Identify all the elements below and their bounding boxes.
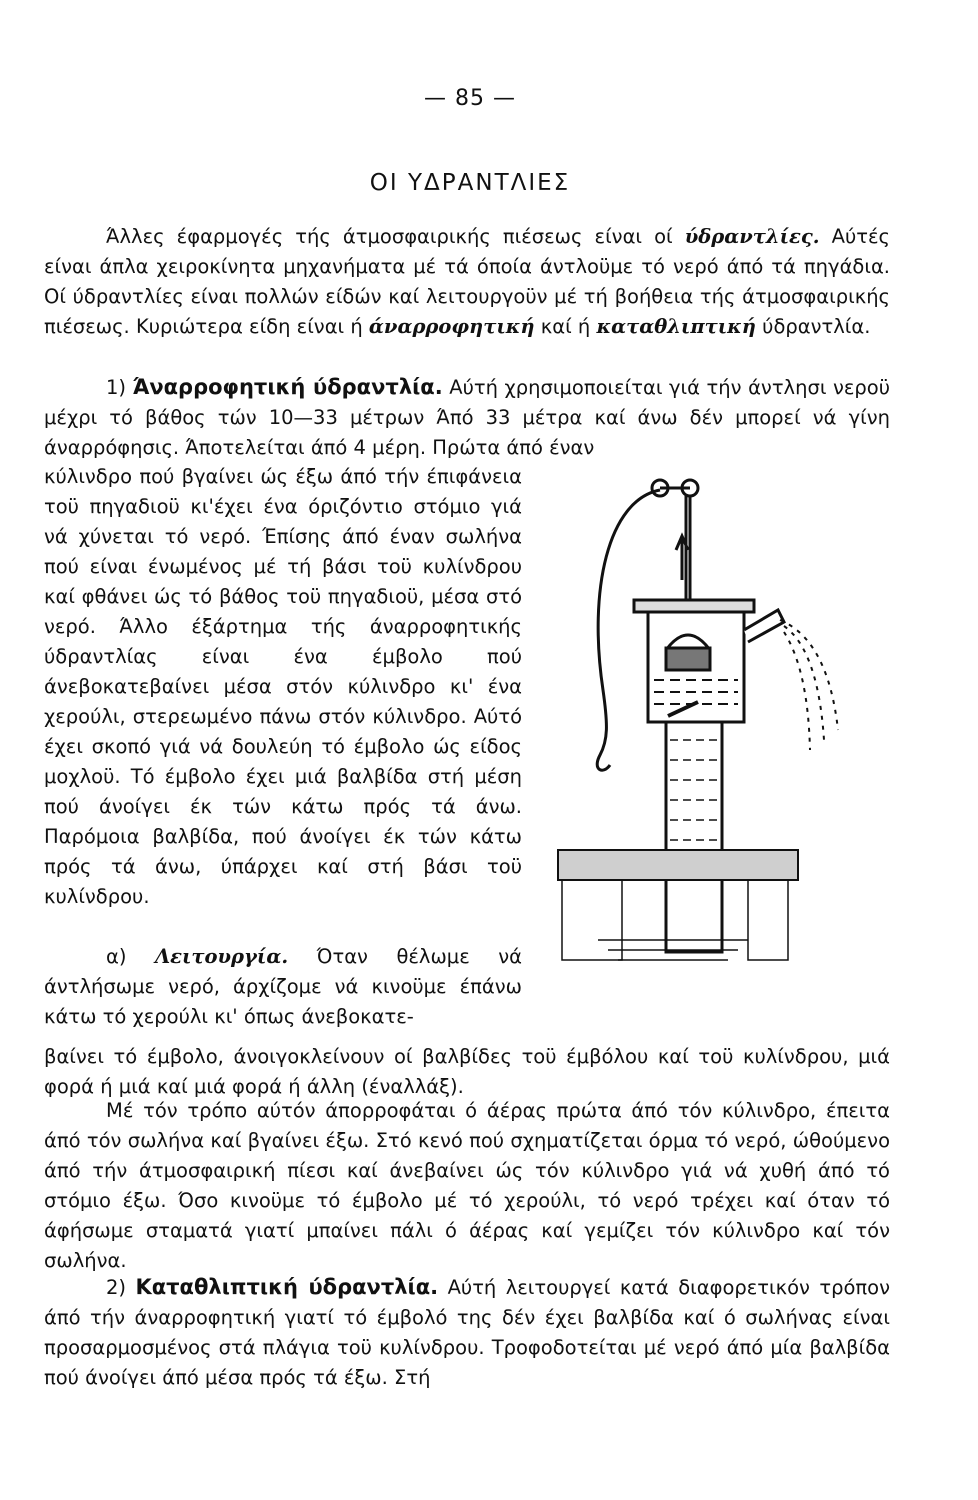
operation-text: Όταν θέλωμε νά άντλήσωμε νερό, άρχίζομε νά κινοϋμε έπάνω κάτω τό χερούλι κι' όπως άνεβοκατε- (44, 945, 522, 1028)
intro-text-c: καί ή (534, 315, 597, 338)
page-number: — 85 — (424, 86, 516, 111)
operation-label: α) (106, 945, 155, 968)
operation-paragraph (44, 942, 522, 1032)
intro-paragraph (44, 222, 890, 342)
suction-pipe (666, 722, 722, 952)
intro-text-b: Αύτές είναι άπλα χειροκίνητα μηχανήματα μέ τά όποία άντλοϋμε τό νερό άπό τά πηγάδια. Οί ύδραντλίες είναι πολλών είδών καί λειτουργοϋν μέ τή βοήθεια τής άτμοσφαιρικής πιέσεως. Κυριώτερα είδη είναι ή (44, 225, 890, 338)
section-2-text: Αύτή λειτουργεί κατά διαφορετικόν τρόπον άπό τήν άναρροφητική γιατί τό έμβολό της δέν έχει βαλβίδα καί ό σωλήνας είναι προσαρμοσμένος στά πλάγια τοϋ κυλίνδρου. Τροφοδοτείται μέ νερό άπό μία βαλβίδα πού άνοίγει άπό μέσα πρός τά έξω. Στή (44, 1276, 890, 1389)
intro-text-a: Άλλες έφαρμογές τής άτμοσφαιρικής πιέσεως είναι οί (106, 225, 685, 248)
piston-valve (666, 648, 710, 670)
term-force: καταθλιπτική (596, 315, 756, 338)
section-2-heading: Καταθλιπτική ύδραντλία. (135, 1275, 439, 1299)
operation-continuation: βαίνει τό έμβολο, άνοιγοκλείνουν οί βαλβίδες τοϋ έμβόλου καί τοϋ κυλίνδρου, μιά φορά ή μιά καί μιά φορά ή άλλη (έναλλάξ). (44, 1045, 890, 1098)
section-1-label: 1) (106, 376, 133, 399)
operation-heading: Λειτουργία. (154, 945, 289, 968)
section-1-continuation: κύλινδρο πού βγαίνει ώς έξω άπό τήν έπιφάνεια τοϋ πηγαδιοϋ κι'έχει ένα όριζόντιο στόμιο γιά νά χύνεται τό νερό. Έπίσης άπό έναν σωλήνα πού είναι ένωμένος μέ τή βάσι τοϋ κυλίνδρου καί φθάνει ώς τό βάθος τοϋ πηγαδιοϋ, μέσα στό νερό. Άλλο έξάρτημα τής άναρροφητικής ύδραντλίας είναι ένα έμβολο πού άνεβοκατεβαίνει μέσα στόν κύλινδρο κι' ένα χερούλι, στερεωμένο πάνω στόν κύλινδρο. Αύτό έχει σκοπό γιά νά δουλεύη τό έμβολο ώς είδος μοχλοϋ. Τό έμβολο έχει μιά βαλβίδα στή μέση πού άνοίγει έκ τών κάτω πρός τά άνω. Παρόμοια βαλβίδα, πού άνοίγει έκ τών κάτω πρός τά άνω, ύπάρχει καί στή βάσι τοϋ κυλίνδρου. (44, 465, 522, 908)
intro-text-d: ύδραντλία. (755, 315, 871, 338)
section-2-label: 2) (106, 1276, 136, 1299)
spout (744, 610, 784, 642)
page-title: ΟΙ ΥΔΡΑΝΤΛΙΕΣ (369, 170, 571, 196)
section-1-heading: Άναρροφητική ύδραντλία. (132, 375, 443, 399)
air-paragraph: Μέ τόν τρόπο αύτόν άπορροφάται ό άέρας πρώτα άπό τόν κύλινδρο, έπειτα άπό τόν σωλήνα καί βγαίνει έξω. Στό κενό πού σχηματίζεται όρμα τό νερό, ώθούμενο άπό τήν άτμοσφαιρική πίεσι καί άνεβαίνει ώς τόν κύλινδρο γιά νά χυθή άπό τό στόμιο έξω. Όσο κινοϋμε τό έμβολο μέ τό χερούλι, τό νερό τρέχει καί όταν τό άφήσωμε σταματά γιατί μπαίνει πάλι ό άέρας καί γεμίζει τόν κύλινδρο καί τόν σωλήνα. (44, 1099, 890, 1272)
water-stream (780, 620, 838, 750)
term-hydrants: ύδραντλίες. (684, 225, 820, 248)
suction-pump-illustration (548, 470, 908, 980)
section-2-paragraph (44, 1272, 890, 1393)
term-suction: άναρροφητική (368, 315, 535, 338)
section-1-text: Αύτή χρησιμοποιείται γιά τήν άντλησι νεροϋ μέχρι τό βάθος τών 10—33 μέτρων Άπό 33 μέτρα καί άνω δέν μπορεί νά γίνη άναρρόφησις. Άποτελείται άπό 4 μέρη. Πρώτα άπό έναν (44, 376, 890, 459)
section-1-paragraph (44, 372, 890, 463)
ground-stones (558, 850, 798, 880)
cylinder-cap (634, 600, 754, 612)
